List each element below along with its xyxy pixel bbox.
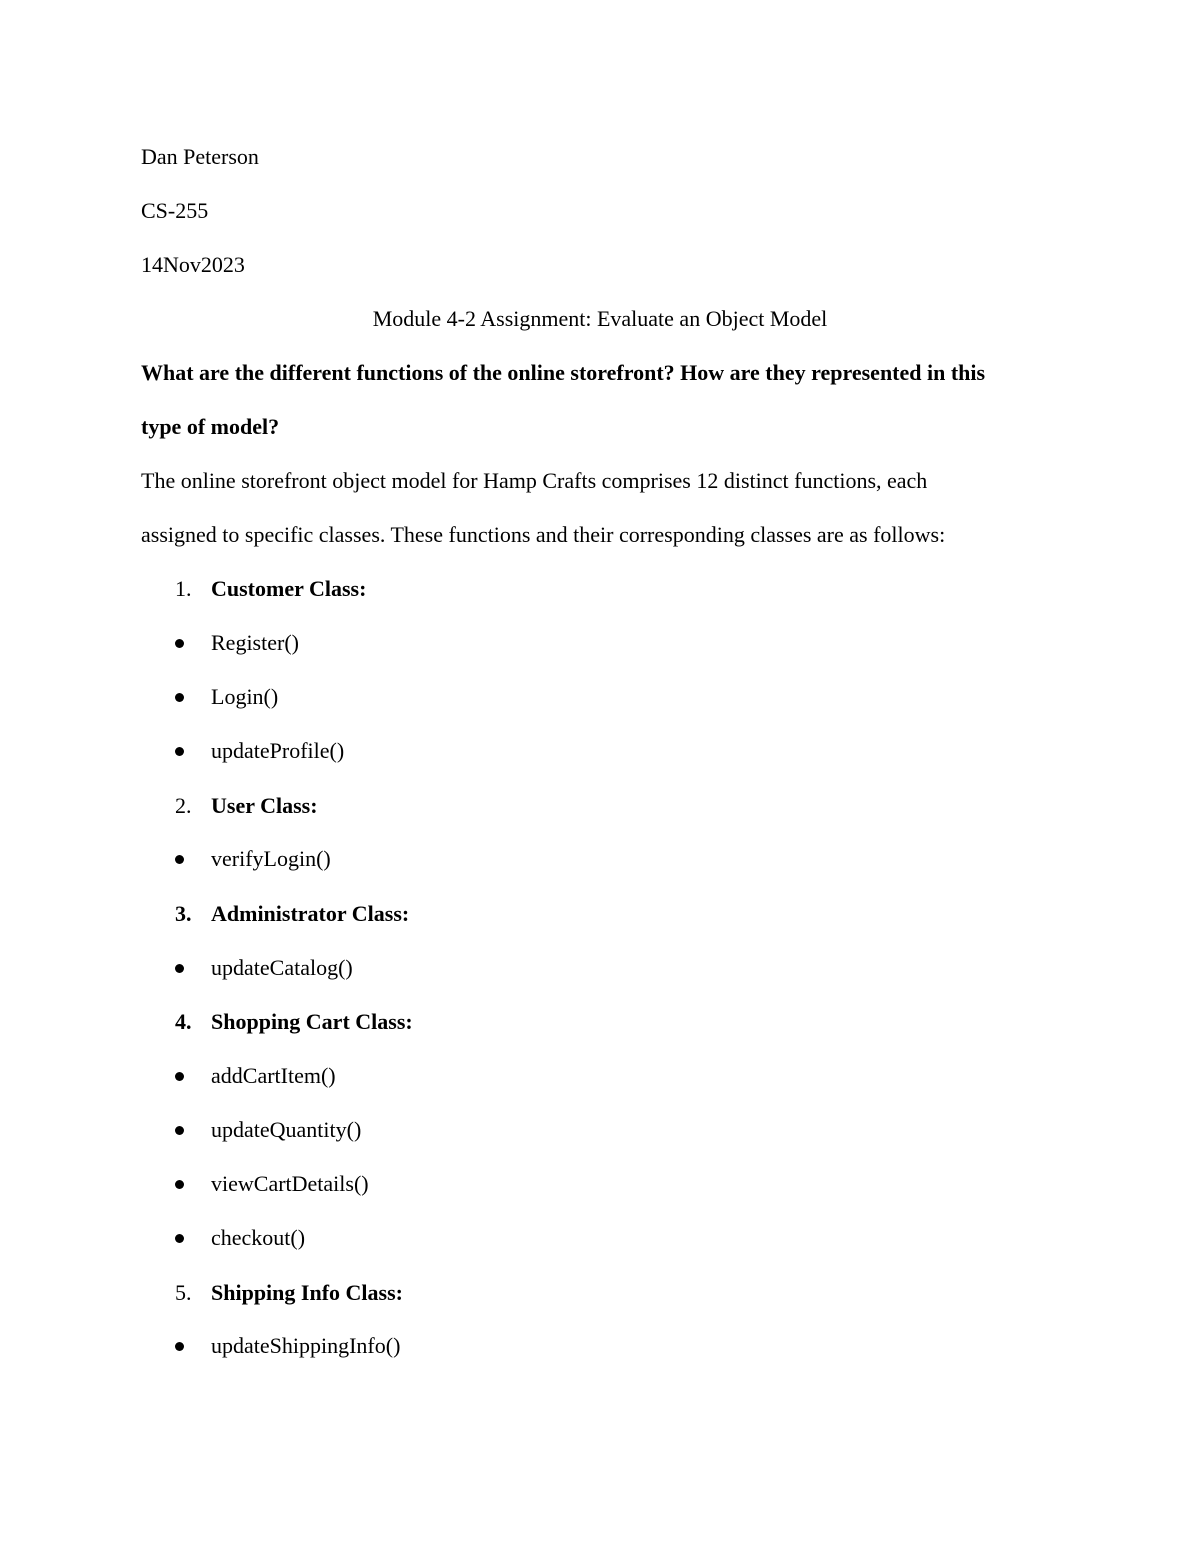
class-number: 1. xyxy=(175,576,192,601)
class-number: 3. xyxy=(175,901,192,926)
bullet-icon xyxy=(175,1342,184,1351)
method-item: addCartItem() xyxy=(211,1063,336,1088)
method-item: updateCatalog() xyxy=(211,955,353,980)
class-number: 4. xyxy=(175,1009,192,1034)
class-heading: Shipping Info Class: xyxy=(211,1280,403,1305)
bullet-icon xyxy=(175,1072,184,1081)
question-line-1: What are the different functions of the online storefront? How are they represented in this xyxy=(141,360,986,385)
class-heading: User Class: xyxy=(211,793,318,818)
class-heading: Administrator Class: xyxy=(211,901,410,926)
bullet-icon xyxy=(175,855,184,864)
method-item: viewCartDetails() xyxy=(211,1171,369,1196)
date: 14Nov2023 xyxy=(141,252,245,277)
author-name: Dan Peterson xyxy=(141,144,259,169)
document-title: Module 4-2 Assignment: Evaluate an Object Model xyxy=(372,306,828,331)
intro-line-2: assigned to specific classes. These functions and their corresponding classes are as follows: xyxy=(141,522,946,547)
course-code: CS-255 xyxy=(141,198,209,223)
method-item: updateShippingInfo() xyxy=(211,1333,401,1358)
question-line-2: type of model? xyxy=(141,414,280,439)
class-number: 5. xyxy=(175,1280,192,1305)
bullet-icon xyxy=(175,1234,184,1243)
bullet-icon xyxy=(175,693,184,702)
method-item: verifyLogin() xyxy=(211,846,331,871)
bullet-icon xyxy=(175,747,184,756)
class-heading: Shopping Cart Class: xyxy=(211,1009,413,1034)
bullet-icon xyxy=(175,1180,184,1189)
method-item: Register() xyxy=(211,630,299,655)
method-item: checkout() xyxy=(211,1225,306,1250)
class-number: 2. xyxy=(175,793,192,818)
method-item: Login() xyxy=(211,684,279,709)
bullet-icon xyxy=(175,1126,184,1135)
intro-line-1: The online storefront object model for Hamp Crafts comprises 12 distinct functions, each xyxy=(141,468,928,493)
bullet-icon xyxy=(175,964,184,973)
class-heading: Customer Class: xyxy=(211,576,367,601)
method-item: updateQuantity() xyxy=(211,1117,362,1142)
bullet-icon xyxy=(175,639,184,648)
method-item: updateProfile() xyxy=(211,738,345,763)
